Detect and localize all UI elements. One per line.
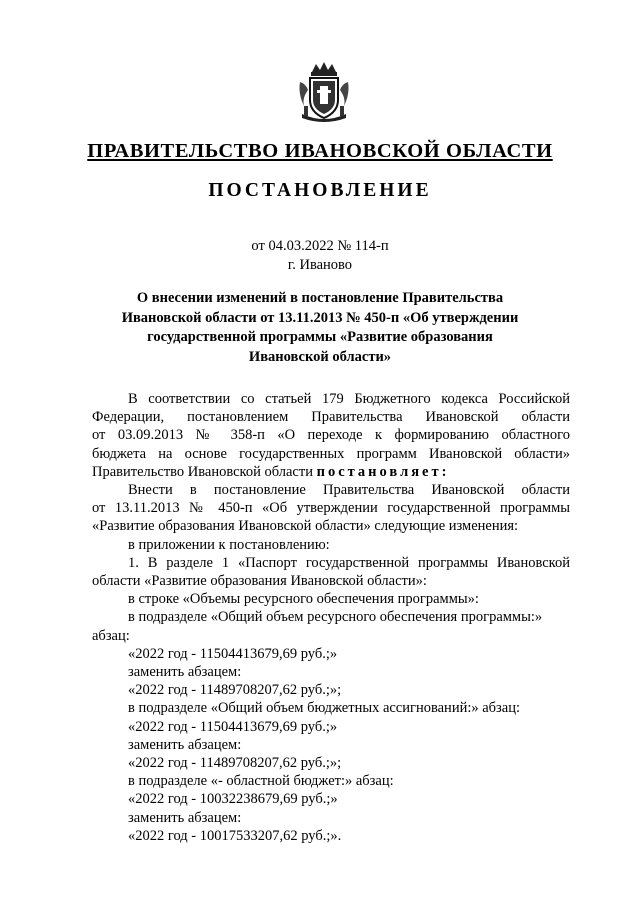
- body-line: от 13.11.2013 № 450-п «Об утверждении государственной программы: [92, 500, 570, 517]
- body-line: «Развитие образования Ивановской области» следующие изменения:: [92, 518, 519, 535]
- body-line: 1. В разделе 1 «Паспорт государственной программы Ивановской: [128, 554, 570, 571]
- body-line: от 03.09.2013 № 358-п «О переходе к формированию областного: [92, 427, 570, 444]
- new-paragraph: «2022 год - 11489708207,62 руб.;»;: [128, 682, 342, 699]
- body-line: бюджета на основе государственных программ Ивановской области»: [92, 445, 570, 462]
- body-line: в строке «Объемы ресурсного обеспечения программы»:: [128, 591, 479, 608]
- document-type: ПОСТАНОВЛЕНИЕ: [208, 180, 432, 201]
- subject-line: государственной программы «Развитие образования: [147, 329, 493, 345]
- body-line: абзац:: [92, 627, 130, 644]
- body-line: В соответствии со статьей 179 Бюджетного кодекса Российской: [128, 391, 570, 407]
- date-number: от 04.03.2022 № 114-п: [251, 238, 389, 254]
- body-line: заменить абзацем:: [128, 809, 242, 826]
- new-paragraph: «2022 год - 11489708207,62 руб.;»;: [128, 755, 342, 772]
- body-line: Внести в постановление Правительства Ивановской области: [128, 482, 570, 499]
- government-title: ПРАВИТЕЛЬСТВО ИВАНОВСКОЙ ОБЛАСТИ: [87, 140, 553, 162]
- city: г. Иваново: [287, 257, 353, 273]
- government-text: Правительство Ивановской области: [92, 463, 313, 480]
- document-body: [92, 390, 570, 845]
- subject-line: Ивановской области от 13.11.2013 № 450-п «Об утверждении: [121, 309, 519, 326]
- subject-line: Ивановской области»: [248, 348, 392, 365]
- body-line: в подразделе «Общий объем бюджетных ассигнований:» абзац:: [128, 700, 521, 717]
- document-subject: [60, 289, 580, 367]
- body-line: заменить абзацем:: [128, 736, 242, 753]
- body-line: в приложении к постановлению:: [128, 536, 330, 553]
- body-line: в подразделе «Общий объем ресурсного обеспечения программы:»: [128, 609, 543, 626]
- coat-of-arms-icon: [296, 60, 352, 124]
- date-block: [0, 237, 640, 275]
- body-line: области «Развитие образования Ивановской области»:: [92, 573, 427, 590]
- new-paragraph: «2022 год - 10017533207,62 руб.;».: [128, 827, 342, 844]
- decree-word: постановляет:: [316, 463, 450, 480]
- old-paragraph: «2022 год - 11504413679,69 руб.;»: [128, 718, 338, 735]
- old-paragraph: «2022 год - 11504413679,69 руб.;»: [128, 645, 338, 662]
- body-line: Федерации, постановлением Правительства Ивановской области: [92, 409, 570, 426]
- body-line: [92, 463, 570, 481]
- body-line: в подразделе «- областной бюджет:» абзац:: [128, 773, 394, 790]
- body-line: заменить абзацем:: [128, 664, 242, 681]
- old-paragraph: «2022 год - 10032238679,69 руб.;»: [128, 791, 338, 808]
- subject-line: О внесении изменений в постановление Правительства: [136, 290, 504, 306]
